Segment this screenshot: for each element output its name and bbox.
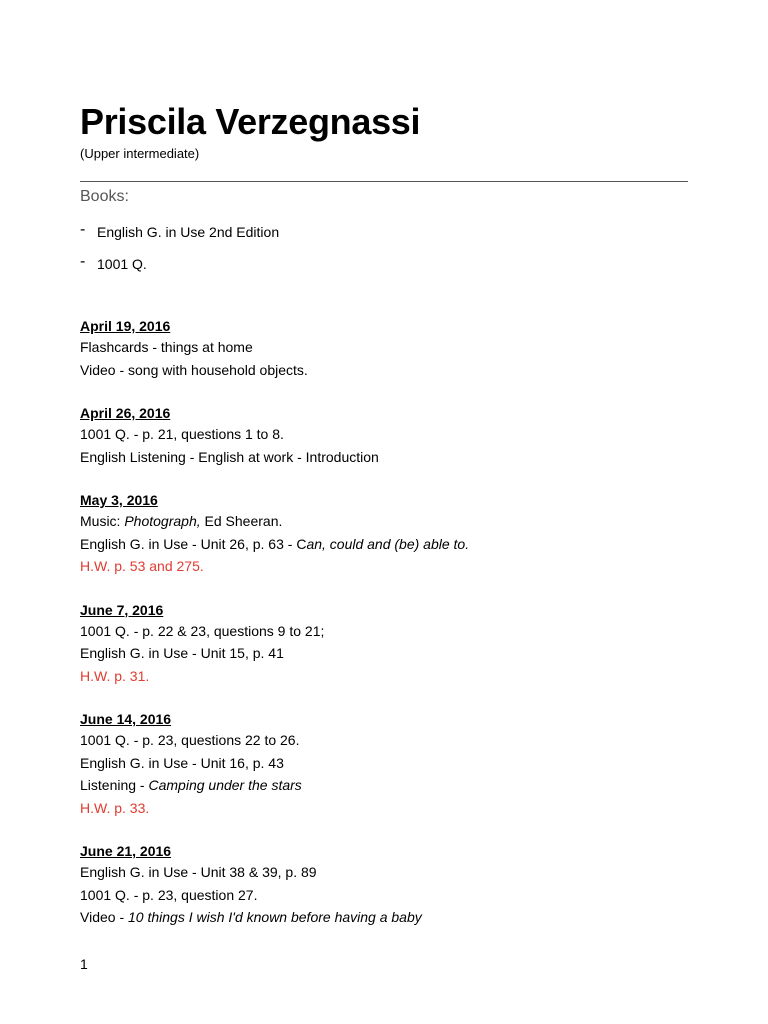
lesson-log: [80, 316, 688, 929]
lesson-line: English G. in Use - Unit 38 & 39, p. 89: [80, 864, 317, 880]
line-text: Listening -: [80, 777, 149, 793]
lesson-entry: [80, 600, 688, 688]
lesson-line: [80, 906, 688, 929]
student-level: (Upper intermediate): [80, 146, 200, 161]
lesson-line: English Listening - English at work - Introduction: [80, 448, 379, 465]
lesson-entry: [80, 841, 688, 929]
line-text: Video -: [80, 909, 128, 925]
lesson-date: May 3, 2016: [80, 492, 158, 508]
lesson-date: June 21, 2016: [80, 843, 172, 859]
dash-bullet: -: [80, 253, 86, 270]
lesson-entry: [80, 709, 688, 819]
lesson-line: [80, 533, 688, 556]
lesson-line: Video - song with household objects.: [80, 361, 308, 378]
book-item: [80, 255, 688, 273]
lesson-line: English G. in Use - Unit 16, p. 43: [80, 754, 284, 771]
book-title: 1001 Q.: [97, 256, 147, 272]
books-heading: Books:: [80, 188, 129, 205]
lesson-entry: [80, 490, 688, 578]
lesson-date: June 7, 2016: [80, 601, 164, 618]
document-page: [80, 100, 688, 951]
lesson-line: [80, 774, 688, 797]
italic-title: Photograph,: [124, 513, 201, 529]
lesson-entry: [80, 316, 688, 381]
book-item: [80, 223, 688, 241]
line-text: Music:: [80, 513, 125, 529]
divider: [80, 181, 688, 182]
page-number: 1: [80, 956, 88, 972]
homework-line: H.W. p. 53 and 275.: [80, 558, 204, 574]
lesson-line: 1001 Q. - p. 23, question 27.: [80, 886, 258, 903]
lesson-line: English G. in Use - Unit 15, p. 41: [80, 645, 284, 661]
book-title: English G. in Use 2nd Edition: [97, 224, 280, 240]
lesson-line: 1001 Q. - p. 21, questions 1 to 8.: [80, 426, 284, 442]
italic-title: an, could and (be) able to.: [306, 535, 470, 552]
italic-title: 10 things I wish I'd known before having a baby: [128, 909, 422, 925]
line-text: Ed Sheeran.: [200, 513, 283, 529]
lesson-date: April 19, 2016: [80, 318, 171, 334]
italic-title: Camping under the stars: [148, 777, 302, 793]
lesson-line: 1001 Q. - p. 23, questions 22 to 26.: [80, 732, 300, 748]
dash-bullet: -: [80, 221, 86, 238]
homework-line: H.W. p. 33.: [80, 799, 150, 816]
lesson-entry: [80, 403, 688, 468]
student-name: Priscila Verzegnassi: [80, 101, 421, 142]
line-text: English G. in Use - Unit 26, p. 63 - C: [80, 535, 307, 552]
lesson-date: June 14, 2016: [80, 711, 172, 727]
lesson-line: 1001 Q. - p. 22 & 23, questions 9 to 21;: [80, 622, 325, 639]
lesson-line: Flashcards - things at home: [80, 339, 253, 355]
homework-line: H.W. p. 31.: [80, 667, 150, 684]
lesson-line: [80, 510, 688, 533]
lesson-date: April 26, 2016: [80, 405, 171, 421]
